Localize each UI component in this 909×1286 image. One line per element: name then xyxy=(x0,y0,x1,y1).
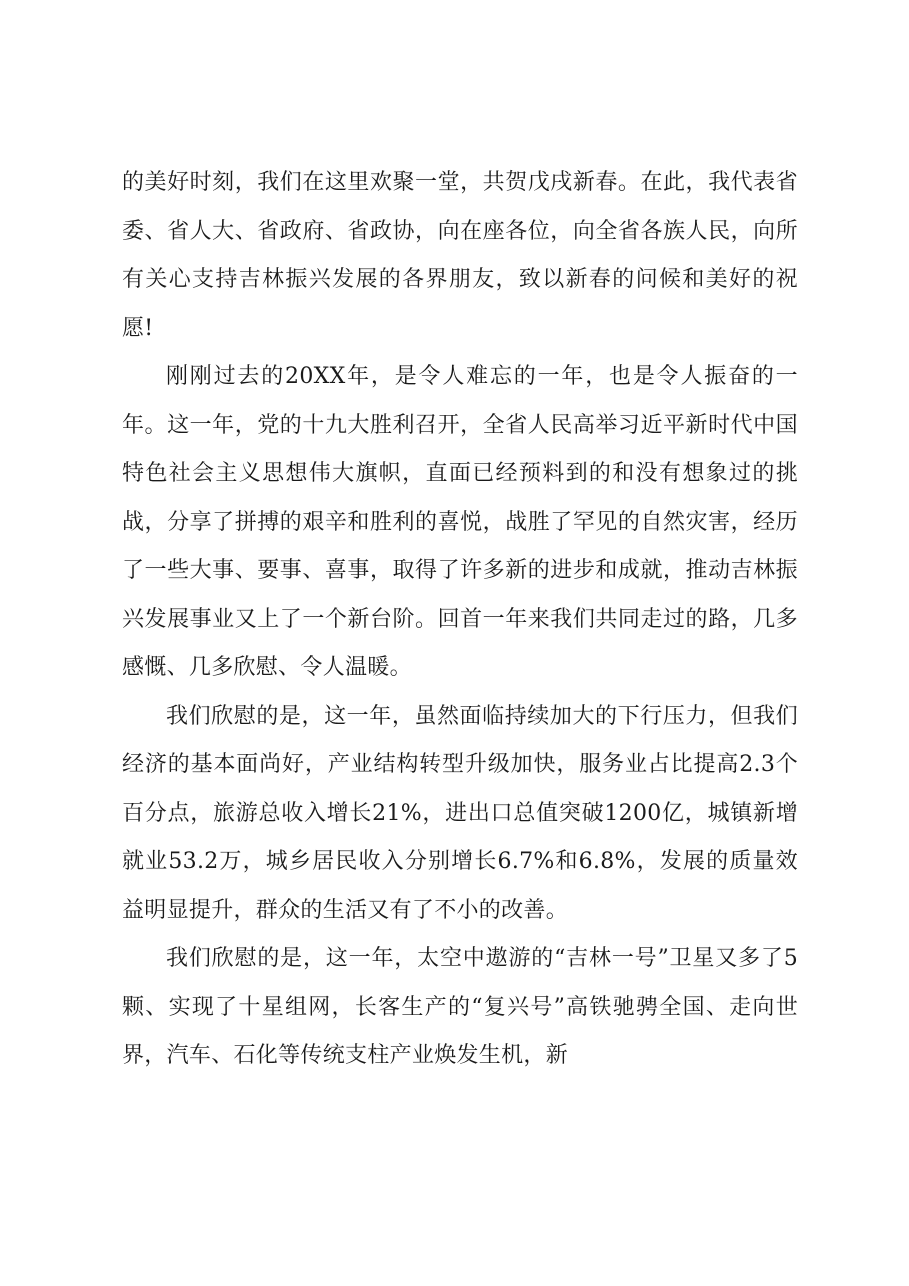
paragraph-technology: 我们欣慰的是，这一年，太空中遨游的“吉林一号”卫星又多了5颗、实现了十星组网，长客生产的“复兴号”高铁驰骋全国、走向世界，汽车、石化等传统支柱产业焕发生机，新 xyxy=(122,946,798,1068)
paragraph-continuation: 的美好时刻，我们在这里欢聚一堂，共贺戊戌新春。在此，我代表省委、省人大、省政府、省政协，向在座各位，向全省各族人民，向所有关心支持吉林振兴发展的各界朋友，致以新春的问候和美好的祝愿! xyxy=(122,170,798,341)
paragraph-economy: 我们欣慰的是，这一年，虽然面临持续加大的下行压力，但我们经济的基本面尚好，产业结构转型升级加快，服务业占比提高2.3个百分点，旅游总收入增长21%，进出口总值突破1200亿，城镇新增就业53.2万，城乡居民收入分别增长6.7%和6.8%，发展的质量效益明显提升，群众的生活又有了不小的改善。 xyxy=(122,703,798,923)
paragraph-review: 刚刚过去的20XX年，是令人难忘的一年，也是令人振奋的一年。这一年，党的十九大胜利召开，全省人民高举习近平新时代中国特色社会主义思想伟大旗帜，直面已经预料到的和没有想象过的挑战，分享了拼搏的艰辛和胜利的喜悦，战胜了罕见的自然灾害，经历了一些大事、要事、喜事，取得了许多新的进步和成就，推动吉林振兴发展事业又上了一个新台阶。回首一年来我们共同走过的路，几多感慨、几多欣慰、令人温暖。 xyxy=(122,364,798,680)
document-body xyxy=(122,159,798,1081)
